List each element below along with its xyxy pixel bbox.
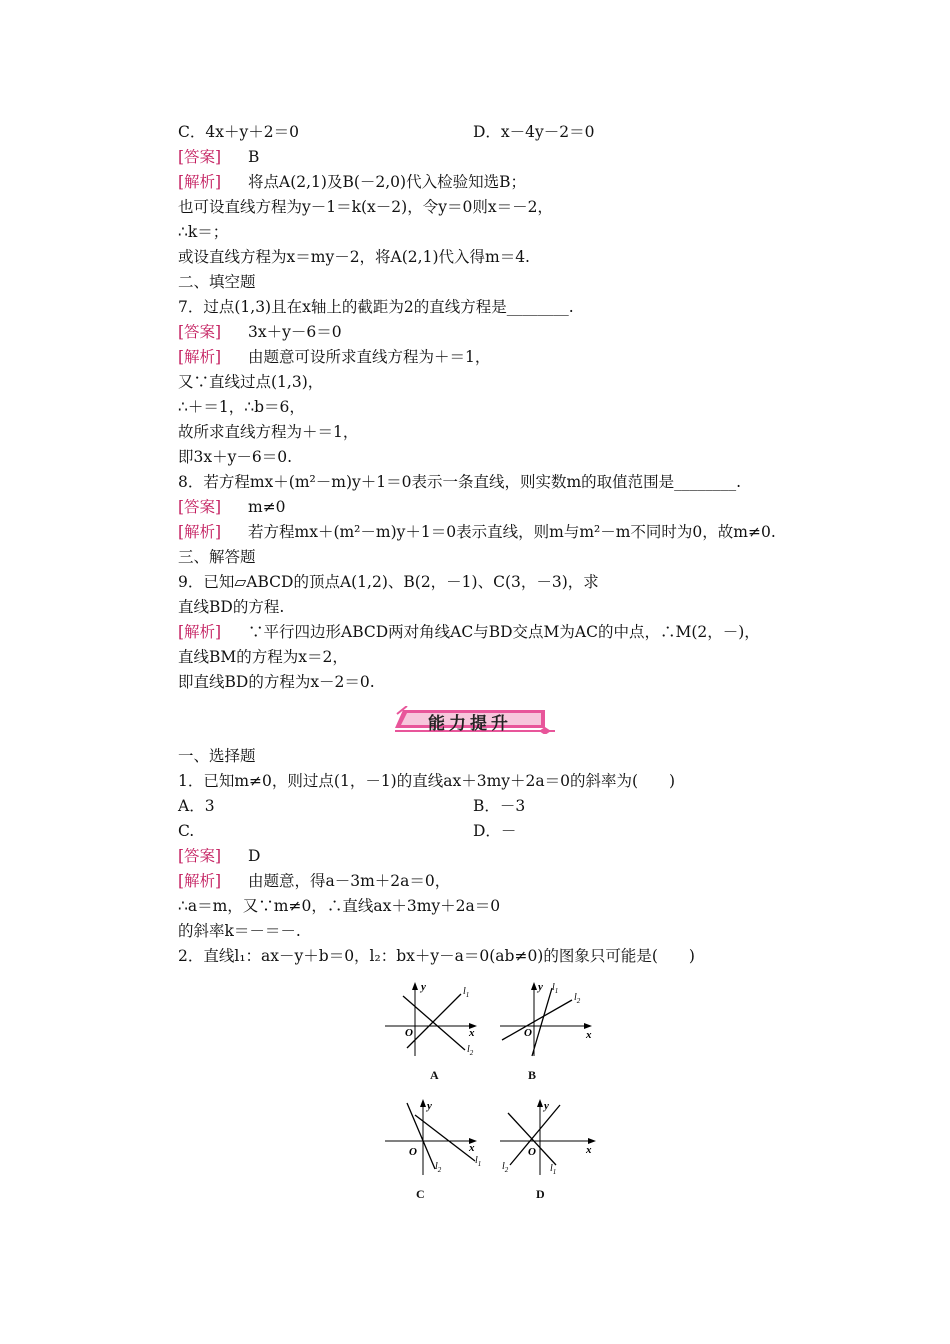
l2-label: $l_2$ [574, 992, 581, 1005]
q7-analysis-line [178, 346, 490, 368]
origin-label: O [524, 1027, 532, 1039]
analysis-tag: [解析] [178, 623, 222, 641]
analysis-text: 也可设直线方程为y－1＝k(x－2)，令y＝0则x＝－2， [178, 198, 553, 216]
l2-label: $l_2$ [435, 1161, 442, 1174]
q8-answer-line [178, 496, 286, 518]
origin-label: O [409, 1146, 417, 1158]
answer-tag: [答案] [178, 498, 222, 516]
y-axis-label: y [538, 981, 543, 993]
y-axis-label: y [421, 981, 426, 993]
q9-stem: 9．已知▱ABCD的顶点A(1,2)、B(2，－1)、C(3，－3)，求 [178, 573, 599, 591]
graph-caption-c: C [416, 1187, 425, 1201]
graph-caption-b: B [528, 1068, 537, 1082]
graph-caption-d: D [536, 1187, 545, 1201]
q8-analysis-line [178, 521, 776, 543]
section-banner [395, 706, 555, 734]
x-axis-label: x [586, 1029, 592, 1041]
q7-answer: 3x＋y－6＝0 [248, 323, 342, 341]
q6-analysis-line [178, 171, 526, 193]
analysis-text: 又∵直线过点(1,3)， [178, 373, 324, 391]
l2-label: $l_2$ [502, 1161, 509, 1174]
origin-label: O [528, 1146, 536, 1158]
origin-label: O [405, 1027, 413, 1039]
graph-caption-a: A [430, 1068, 439, 1082]
analysis-text: 直线BM的方程为x＝2， [178, 648, 348, 666]
analysis-tag: [解析] [178, 348, 222, 366]
p1-option-d: D．－ [473, 822, 517, 840]
answer-tag: [答案] [178, 148, 222, 166]
banner-title: 能力提升 [428, 714, 512, 734]
graph-option-c [385, 1095, 485, 1177]
q9-stem-continued: 直线BD的方程. [178, 598, 285, 616]
q9-analysis-line [178, 621, 760, 643]
q6-option-d: D．x－4y－2＝0 [473, 123, 595, 141]
graph-option-a [385, 978, 485, 1058]
p1-option-c: C. [178, 822, 195, 840]
x-axis-label: x [469, 1027, 475, 1039]
answer-tag: [答案] [178, 847, 222, 865]
x-axis-label: x [469, 1142, 475, 1154]
graph-option-b [500, 978, 600, 1058]
l2-label: $l_2$ [467, 1044, 474, 1057]
q6-answer: B [248, 148, 260, 166]
q7-stem: 7．过点(1,3)且在x轴上的截距为2的直线方程是________. [178, 298, 574, 316]
analysis-text: ∴＋＝1，∴b＝6， [178, 398, 305, 416]
p2-stem: 2．直线l₁：ax－y＋b＝0，l₂：bx＋y－a＝0(ab≠0)的图象只可能是( ) [178, 947, 695, 965]
analysis-text: 或设直线方程为x＝my－2，将A(2,1)代入得m＝4. [178, 248, 530, 266]
q8-answer: m≠0 [248, 498, 286, 516]
l1-label: $l_1$ [550, 1163, 557, 1176]
q6-option-c: C．4x＋y＋2＝0 [178, 123, 299, 141]
p1-answer-line [178, 845, 260, 867]
analysis-text: 故所求直线方程为＋＝1， [178, 423, 359, 441]
answer-tag: [答案] [178, 323, 222, 341]
p1-option-b: B．－3 [473, 797, 526, 815]
analysis-text: 即3x＋y－6＝0. [178, 448, 293, 466]
q8-stem: 8．若方程mx＋(m²－m)y＋1＝0表示一条直线，则实数m的取值范围是________. [178, 473, 742, 491]
analysis-text: 即直线BD的方程为x－2＝0. [178, 673, 375, 691]
analysis-text: ∵平行四边形ABCD两对角线AC与BD交点M为AC的中点，∴M(2，－)， [248, 623, 760, 641]
q7-answer-line [178, 321, 342, 343]
x-axis-label: x [586, 1144, 592, 1156]
analysis-tag: [解析] [178, 872, 222, 890]
analysis-text: ∴a＝m，又∵m≠0，∴直线ax＋3my＋2a＝0 [178, 897, 501, 915]
l1-label: $l_1$ [475, 1155, 482, 1168]
analysis-text: ∴k＝； [178, 223, 229, 241]
y-axis-label: y [544, 1100, 549, 1112]
section-title-fill-in: 二、填空题 [178, 273, 256, 291]
analysis-text: 由题意可设所求直线方程为＋＝1， [248, 348, 491, 366]
analysis-text: 的斜率k＝－＝－. [178, 922, 301, 940]
q6-answer-line [178, 146, 259, 168]
p1-analysis-line [178, 870, 450, 892]
analysis-text: 将点A(2,1)及B(－2,0)代入检验知选B； [248, 173, 526, 191]
l1-label: $l_1$ [463, 986, 470, 999]
analysis-text: 由题意，得a－3m＋2a＝0， [248, 872, 451, 890]
p1-answer: D [248, 847, 261, 865]
analysis-tag: [解析] [178, 523, 222, 541]
p1-stem: 1．已知m≠0，则过点(1，－1)的直线ax＋3my＋2a＝0的斜率为( ) [178, 772, 676, 790]
p1-option-a: A．3 [178, 797, 215, 815]
analysis-text: 若方程mx＋(m²－m)y＋1＝0表示直线，则m与m²－m不同时为0，故m≠0. [248, 523, 776, 541]
analysis-tag: [解析] [178, 173, 222, 191]
section-title-choice: 一、选择题 [178, 747, 256, 765]
y-axis-label: y [427, 1100, 432, 1112]
graph-option-d [500, 1095, 600, 1177]
section-title-solve: 三、解答题 [178, 548, 256, 566]
l1-label: $l_1$ [552, 982, 559, 995]
